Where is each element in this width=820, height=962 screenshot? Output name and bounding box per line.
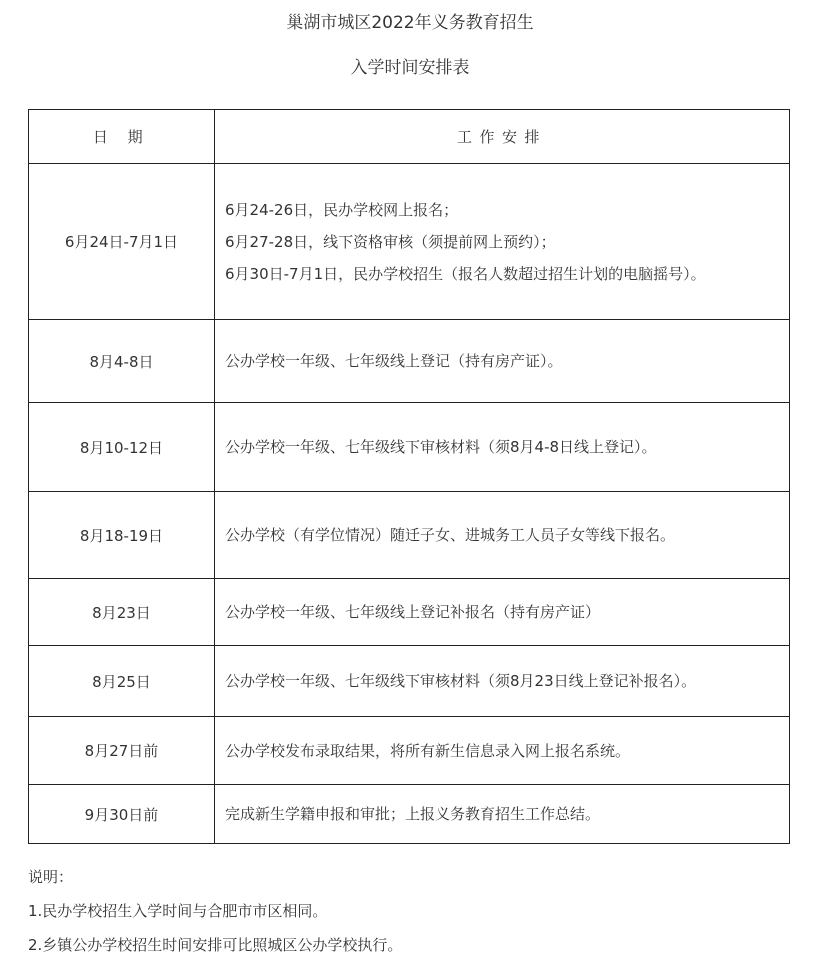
work-line: 6月27-28日，线下资格审核（须提前网上预约）；	[225, 232, 556, 251]
table-row	[29, 579, 790, 646]
table-row	[29, 717, 790, 785]
row-work	[215, 492, 790, 579]
work-line: 公办学校一年级、七年级线下审核材料（须8月23日线上登记补报名）。	[225, 672, 697, 690]
row-date: 8月27日前	[29, 717, 215, 785]
notes-heading: 说明：	[28, 868, 74, 886]
work-line: 公办学校一年级、七年级线上登记补报名（持有房产证）	[225, 603, 601, 621]
notes-section	[28, 860, 402, 962]
table-row	[29, 403, 790, 492]
row-work	[215, 579, 790, 646]
work-line: 6月24-26日，民办学校网上报名；	[225, 200, 459, 219]
table-row	[29, 164, 790, 320]
header-date: 日 期	[29, 110, 215, 164]
row-date: 8月23日	[29, 579, 215, 646]
row-date: 9月30日前	[29, 785, 215, 844]
note-item: 1.民办学校招生入学时间与合肥市市区相同。	[28, 902, 328, 920]
page-subtitle: 入学时间安排表	[350, 58, 470, 78]
work-line: 6月30日-7月1日，民办学校招生（报名人数超过招生计划的电脑摇号）。	[225, 264, 706, 283]
table-header-row	[29, 110, 790, 164]
row-date: 8月10-12日	[29, 403, 215, 492]
page-title: 巢湖市城区2022年义务教育招生	[286, 13, 534, 33]
work-line: 公办学校（有学位情况）随迁子女、进城务工人员子女等线下报名。	[225, 526, 676, 544]
row-work	[215, 164, 790, 320]
table-row	[29, 320, 790, 403]
note-item: 2.乡镇公办学校招生时间安排可比照城区公办学校执行。	[28, 936, 403, 954]
row-work	[215, 403, 790, 492]
table-row	[29, 492, 790, 579]
row-date: 6月24日-7月1日	[29, 164, 215, 320]
row-date: 8月25日	[29, 646, 215, 717]
schedule-table	[28, 109, 790, 844]
table-row	[29, 646, 790, 717]
table-row	[29, 785, 790, 844]
row-work	[215, 320, 790, 403]
row-work	[215, 785, 790, 844]
header-work: 工作安排	[215, 110, 790, 164]
work-line: 公办学校一年级、七年级线下审核材料（须8月4-8日线上登记）。	[225, 438, 657, 456]
row-date: 8月4-8日	[29, 320, 215, 403]
row-work	[215, 646, 790, 717]
row-date: 8月18-19日	[29, 492, 215, 579]
work-line: 公办学校发布录取结果，将所有新生信息录入网上报名系统。	[225, 741, 631, 760]
row-work	[215, 717, 790, 785]
work-line: 公办学校一年级、七年级线上登记（持有房产证）。	[225, 352, 563, 370]
work-line: 完成新生学籍申报和审批；上报义务教育招生工作总结。	[225, 805, 601, 823]
